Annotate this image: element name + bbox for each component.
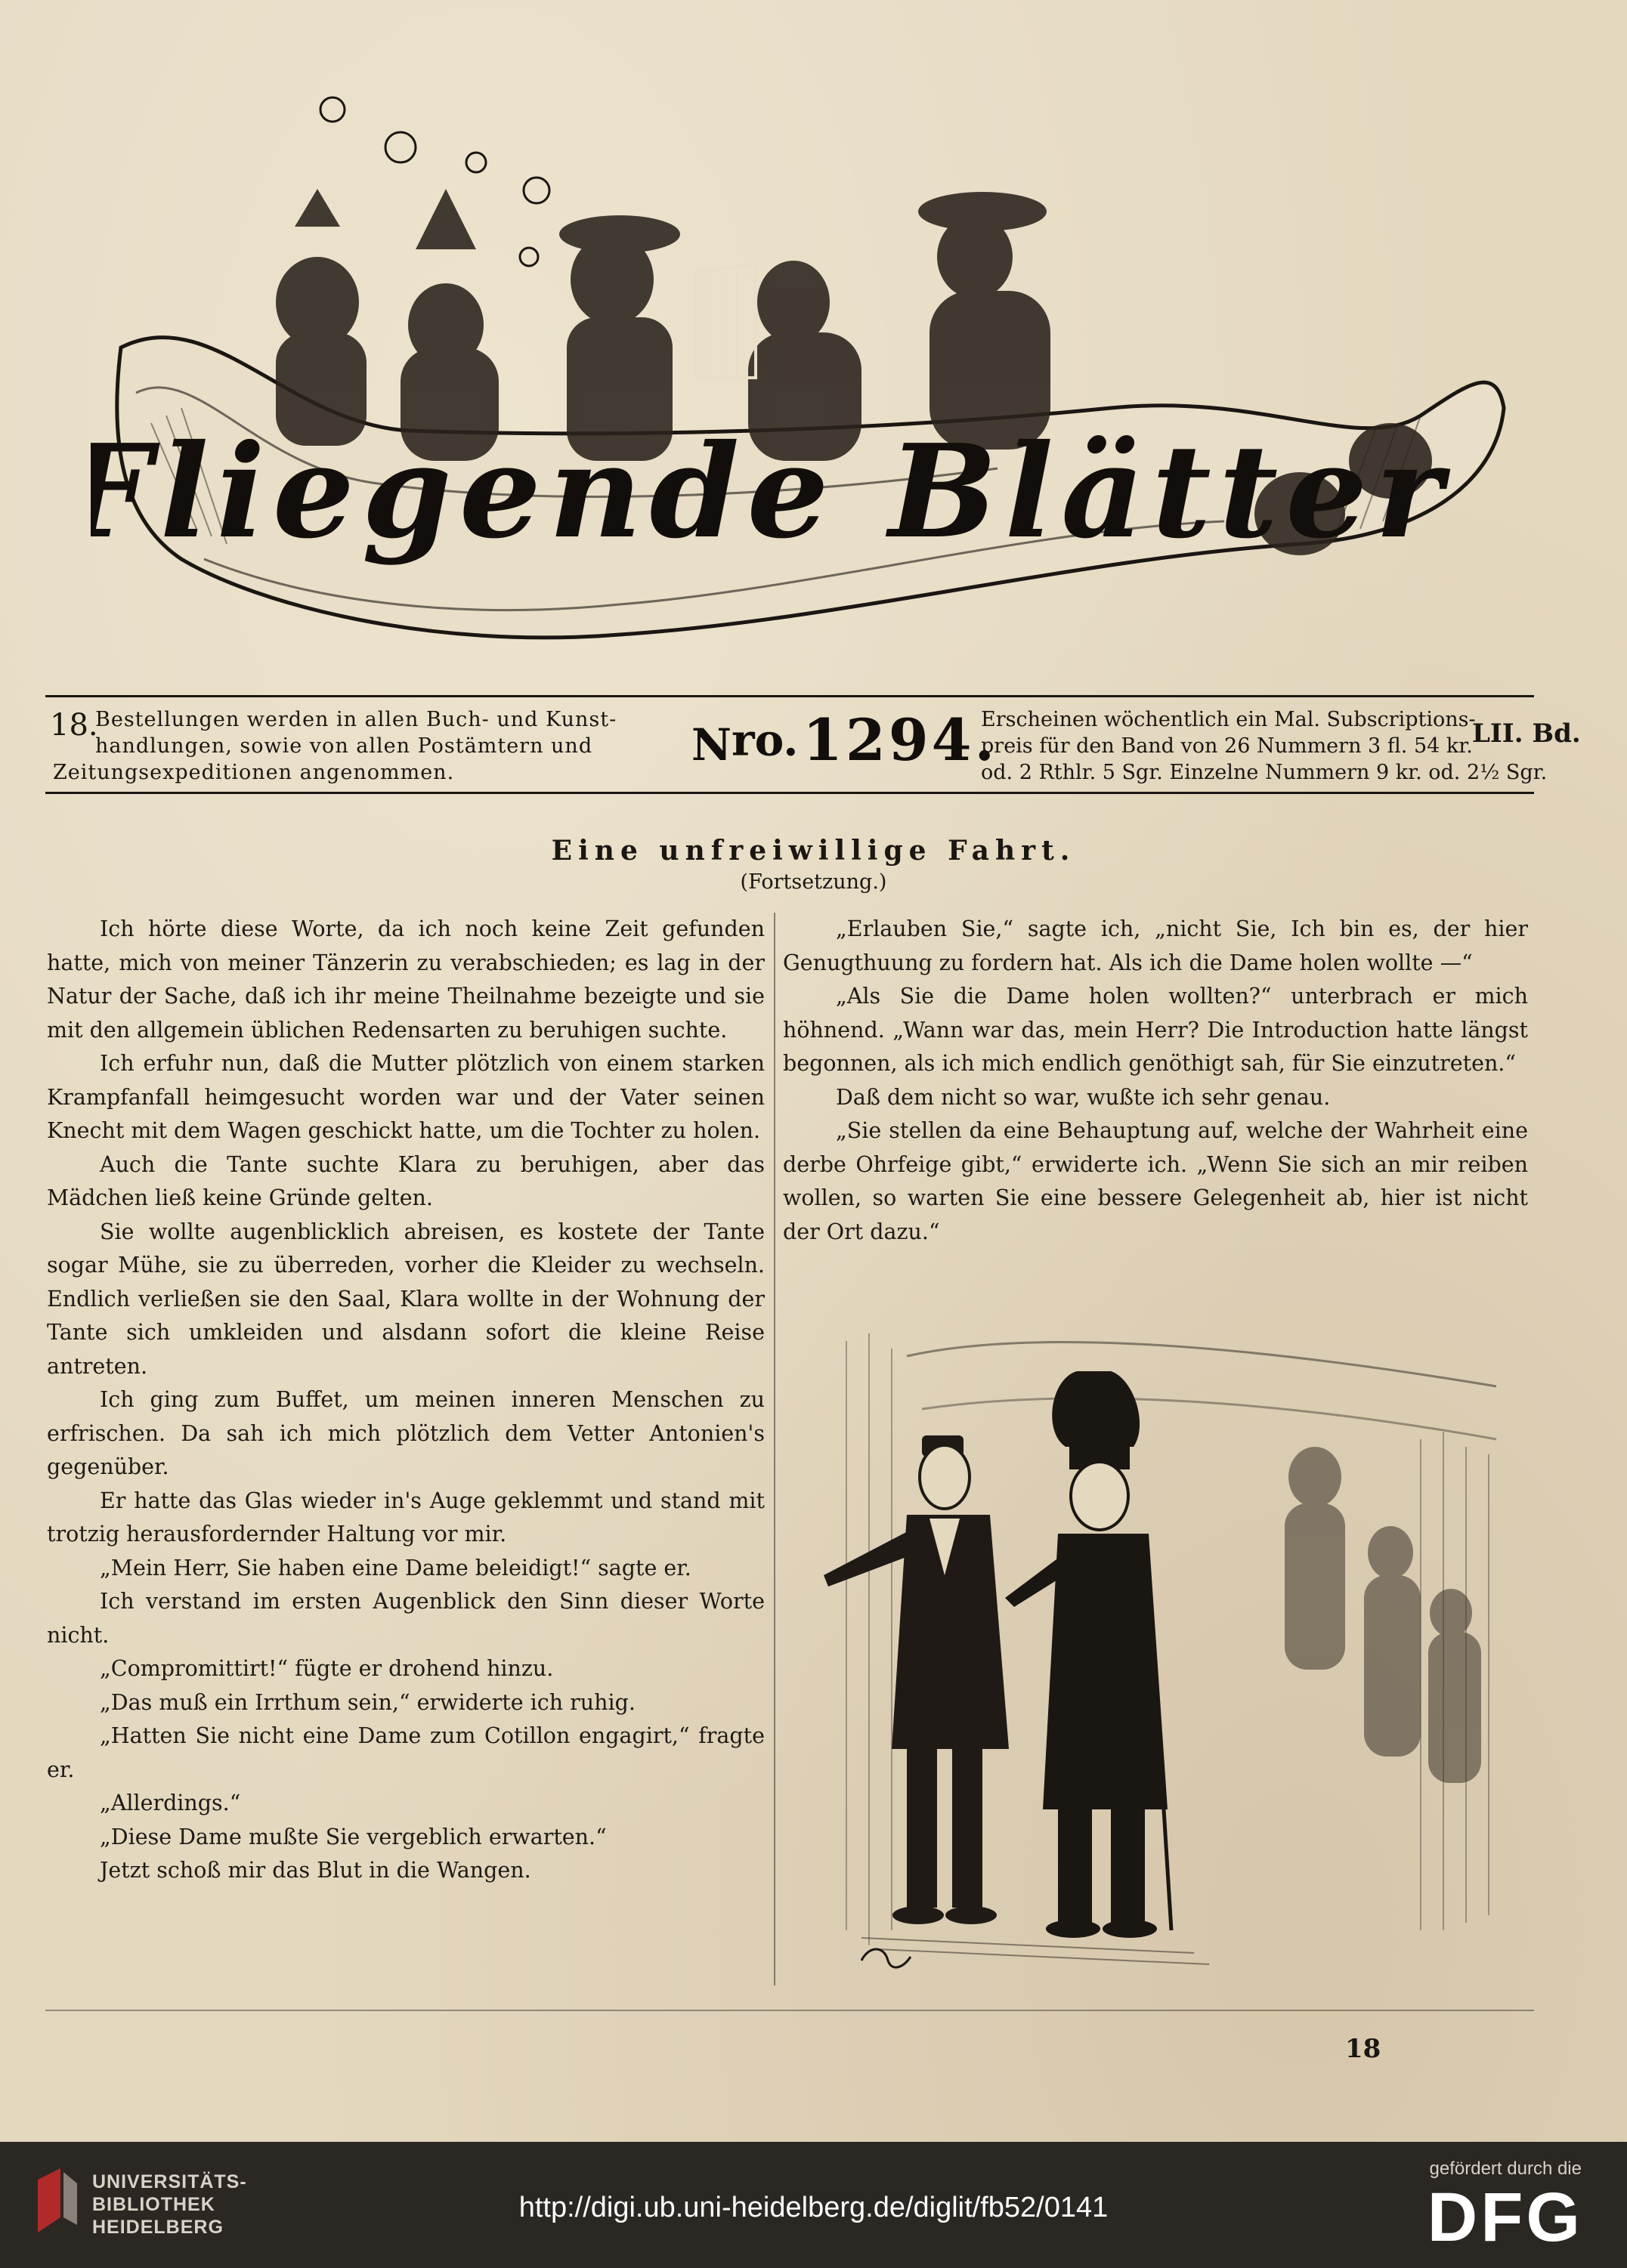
paragraph: „Sie stellen da eine Behauptung auf, welche der Wahrheit eine derbe Ohrfeige gibt,“ erwiderte ich. „Wenn Sie sich an mir reiben wollen, so warten Sie eine bessere Gelegenheit ab, hier ist nicht der Ort dazu.“ xyxy=(783,1118,1528,1244)
paragraph: „Compromittirt!“ fügte er drohend hinzu. xyxy=(100,1656,554,1681)
library-line: HEIDELBERG xyxy=(92,2217,224,2238)
paragraph: „Das muß ein Irrthum sein,“ erwiderte ich ruhig. xyxy=(100,1689,636,1715)
paragraph: Ich verstand im ersten Augenblick den Sinn dieser Worte nicht. xyxy=(47,1589,765,1648)
issue-number xyxy=(691,706,998,774)
volume-label: LII. Bd. xyxy=(1472,718,1581,749)
issue-info-bar xyxy=(45,695,1581,794)
paragraph: Ich erfuhr nun, daß die Mutter plötzlich von einem starken Krampfanfall heimgesucht worden war und der Vater seinen Knecht mit dem Wagen geschickt hatte, um die Tochter zu holen. xyxy=(47,1051,765,1143)
paragraph: Daß dem nicht so war, wußte ich sehr genau. xyxy=(836,1084,1331,1110)
issue-prefix: N xyxy=(691,719,732,771)
library-line: UNIVERSITÄTS- xyxy=(92,2171,247,2192)
order-line: handlungen, sowie von allen Postämtern und xyxy=(95,734,593,758)
paragraph: „Als Sie die Dame holen wollten?“ unterbrach er mich höhnend. „Wann war das, mein Herr? Die Introduction hatte längst begonnen, als ich mich endlich genöthigt sah, für Sie einzutreten.“ xyxy=(783,984,1528,1076)
masthead-title: Fliegende Blätter xyxy=(91,416,1451,567)
subscription-line: od. 2 Rthlr. 5 Sgr. Einzelne Nummern 9 kr. od. 2½ Sgr. xyxy=(981,761,1548,784)
article-title: Eine unfreiwillige Fahrt. xyxy=(551,835,1076,867)
viewer-footer xyxy=(0,2142,1627,2268)
masthead-illustration xyxy=(91,76,1511,665)
subscription-line: preis für den Band von 26 Nummern 3 fl. 54 kr. xyxy=(981,734,1473,758)
masthead-engraving xyxy=(91,76,1511,665)
page-number: 18 xyxy=(1345,2034,1381,2064)
funded-by-label: gefördert durch die xyxy=(1429,2158,1582,2179)
order-line: Zeitungsexpeditionen angenommen. xyxy=(53,761,455,784)
right-column xyxy=(783,913,1528,1249)
paragraph: Jetzt schoß mir das Blut in die Wangen. xyxy=(100,1858,531,1883)
paragraph: Auch die Tante suchte Klara zu beruhigen, aber das Mädchen ließ keine Gründe gelten. xyxy=(47,1151,765,1210)
issue-page-number: 18. xyxy=(50,708,98,743)
subscription-line: Erscheinen wöchentlich ein Mal. Subscriptions- xyxy=(981,708,1476,731)
dfg-logo[interactable]: DFG xyxy=(1427,2179,1583,2256)
paragraph: „Mein Herr, Sie haben eine Dame beleidigt!“ sagte er. xyxy=(100,1555,691,1580)
issue-number-value: 1294. xyxy=(803,706,998,774)
permalink-url[interactable]: http://digi.ub.uni-heidelberg.de/diglit/fb52/0141 xyxy=(518,2192,1109,2223)
paragraph: „Erlauben Sie,“ sagte ich, „nicht Sie, Ich bin es, der hier Genugthuung zu fordern hat. Als ich die Dame holen wollte —“ xyxy=(783,916,1528,975)
left-column xyxy=(47,913,765,1888)
paragraph: Ich ging zum Buffet, um meinen inneren Menschen zu erfrischen. Da sah ich mich plötzlich dem Vetter Antonien's gegenüber. xyxy=(47,1387,765,1479)
issue-prefix-sup: ro. xyxy=(732,714,799,766)
order-line: Bestellungen werden in allen Buch- und Kunst- xyxy=(95,708,617,731)
paragraph: Sie wollte augenblicklich abreisen, es kostete der Tante sogar Mühe, sie zu überreden, vorher die Kleider zu wechseln. Endlich verließen sie den Saal, Klara wollte in der Wohnung der Tante sich umkleiden und alsdann sofort die kleine Reise antreten. xyxy=(47,1219,765,1379)
library-line: BIBLIOTHEK xyxy=(92,2194,215,2215)
two-men-engraving xyxy=(816,1326,1526,1991)
paragraph: „Allerdings.“ xyxy=(100,1791,241,1815)
article-subtitle: (Fortsetzung.) xyxy=(740,870,887,894)
paragraph: Ich hörte diese Worte, da ich noch keine Zeit gefunden hatte, mich von meiner Tänzerin zu verabschieden; es lag in der Natur der Sache, daß ich ihr meine Theilnahme bezeigte und sie mit den allgemein üblichen Redensarten zu beruhigen suchte. xyxy=(47,916,765,1043)
column-divider xyxy=(774,913,775,1985)
bottom-rule xyxy=(45,2010,1534,2011)
paragraph: Er hatte das Glas wieder in's Auge geklemmt und stand mit trotzig herausfordernder Haltung vor mir. xyxy=(47,1488,765,1547)
paragraph: „Diese Dame mußte Sie vergeblich erwarten.“ xyxy=(100,1824,607,1849)
engraving-drawing xyxy=(816,1326,1526,1991)
paragraph: „Hatten Sie nicht eine Dame zum Cotillon engagirt,“ fragte er. xyxy=(47,1723,765,1782)
